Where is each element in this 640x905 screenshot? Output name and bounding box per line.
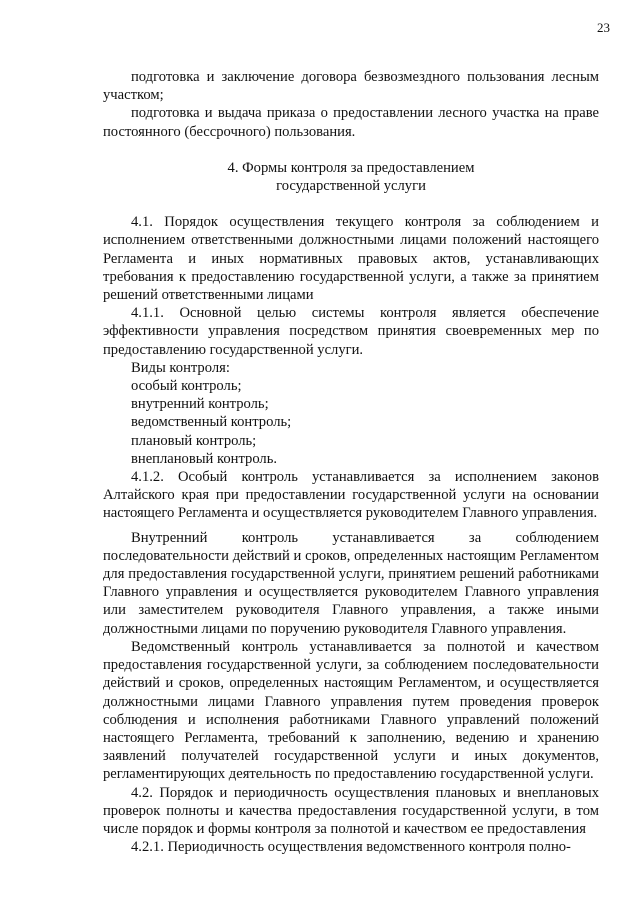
section-heading-line-1: 4. Формы контроля за предоставлением xyxy=(227,159,475,176)
page-number: 23 xyxy=(597,20,610,35)
control-type-item: плановый контроль; xyxy=(131,432,257,449)
paragraph-internal-control: Внутренний контроль устанавливается за соблюдением последовательности действий и сроков, определенных настоящим Регламентом для предоставления государственной услуги, принятием решений работниками Главного управления и осуществляется руководителем Главного управления или заместителем руководителя Главного управления, а также иными должностными лицами по поручению руководителя Главного управления. xyxy=(103,529,599,637)
paragraph-departmental-control: Ведомственный контроль устанавливается за полнотой и качеством предоставления государственной услуги, за соблюдением последовательности действий и сроков, определенных настоящим Регламентом, и осуществляется должностными лицами Главного управления путем проведения проверок соблюдения и исполнения работниками Главного управлений положений настоящего Регламента, требований к заполнению, ведению и хранению заявлений получателей государственной услуги и иных документов, регламентирующих деятельность по предоставлению государственной услуги. xyxy=(103,638,599,783)
paragraph-4-1-1: 4.1.1. Основной целью системы контроля является обеспечение эффективности управления посредством принятия своевременных мер по предоставлению государственной услуги. xyxy=(103,305,599,358)
control-type-item: внеплановый контроль. xyxy=(131,450,278,467)
paragraph-4-1-2: 4.1.2. Особый контроль устанавливается за исполнением законов Алтайского края при предоставлении государственной услуги на основании настоящего Регламента и осуществляется руководителем Главного управления. xyxy=(103,469,599,522)
paragraph-4-2: 4.2. Порядок и периодичность осуществления плановых и внеплановых проверок полноты и качества предоставления государственной услуги, в том числе порядок и формы контроля за полнотой и качеством ее предоставления xyxy=(103,784,599,837)
intro-paragraph-2: подготовка и выдача приказа о предоставлении лесного участка на праве постоянного (бессрочного) пользования. xyxy=(103,105,599,140)
control-type-item: ведомственный контроль; xyxy=(131,414,292,431)
document-body xyxy=(103,68,599,856)
paragraph-4-2-1: 4.2.1. Периодичность осуществления ведомственного контроля полно- xyxy=(131,839,571,856)
control-types-title: Виды контроля: xyxy=(131,359,230,376)
control-type-item: внутренний контроль; xyxy=(131,396,269,413)
intro-paragraph-1: подготовка и заключение договора безвозмездного пользования лесным участком; xyxy=(103,69,599,104)
paragraph-4-1: 4.1. Порядок осуществления текущего контроля за соблюдением и исполнением ответственными должностными лицами положений настоящего Регламента и иных нормативных правовых актов, устанавливающих требования к предоставлению государственной услуги, а также за принятием решений ответственными лицами xyxy=(103,214,599,304)
section-heading-line-2: государственной услуги xyxy=(276,178,426,195)
control-type-item: особый контроль; xyxy=(131,378,242,395)
section-heading xyxy=(103,159,599,195)
